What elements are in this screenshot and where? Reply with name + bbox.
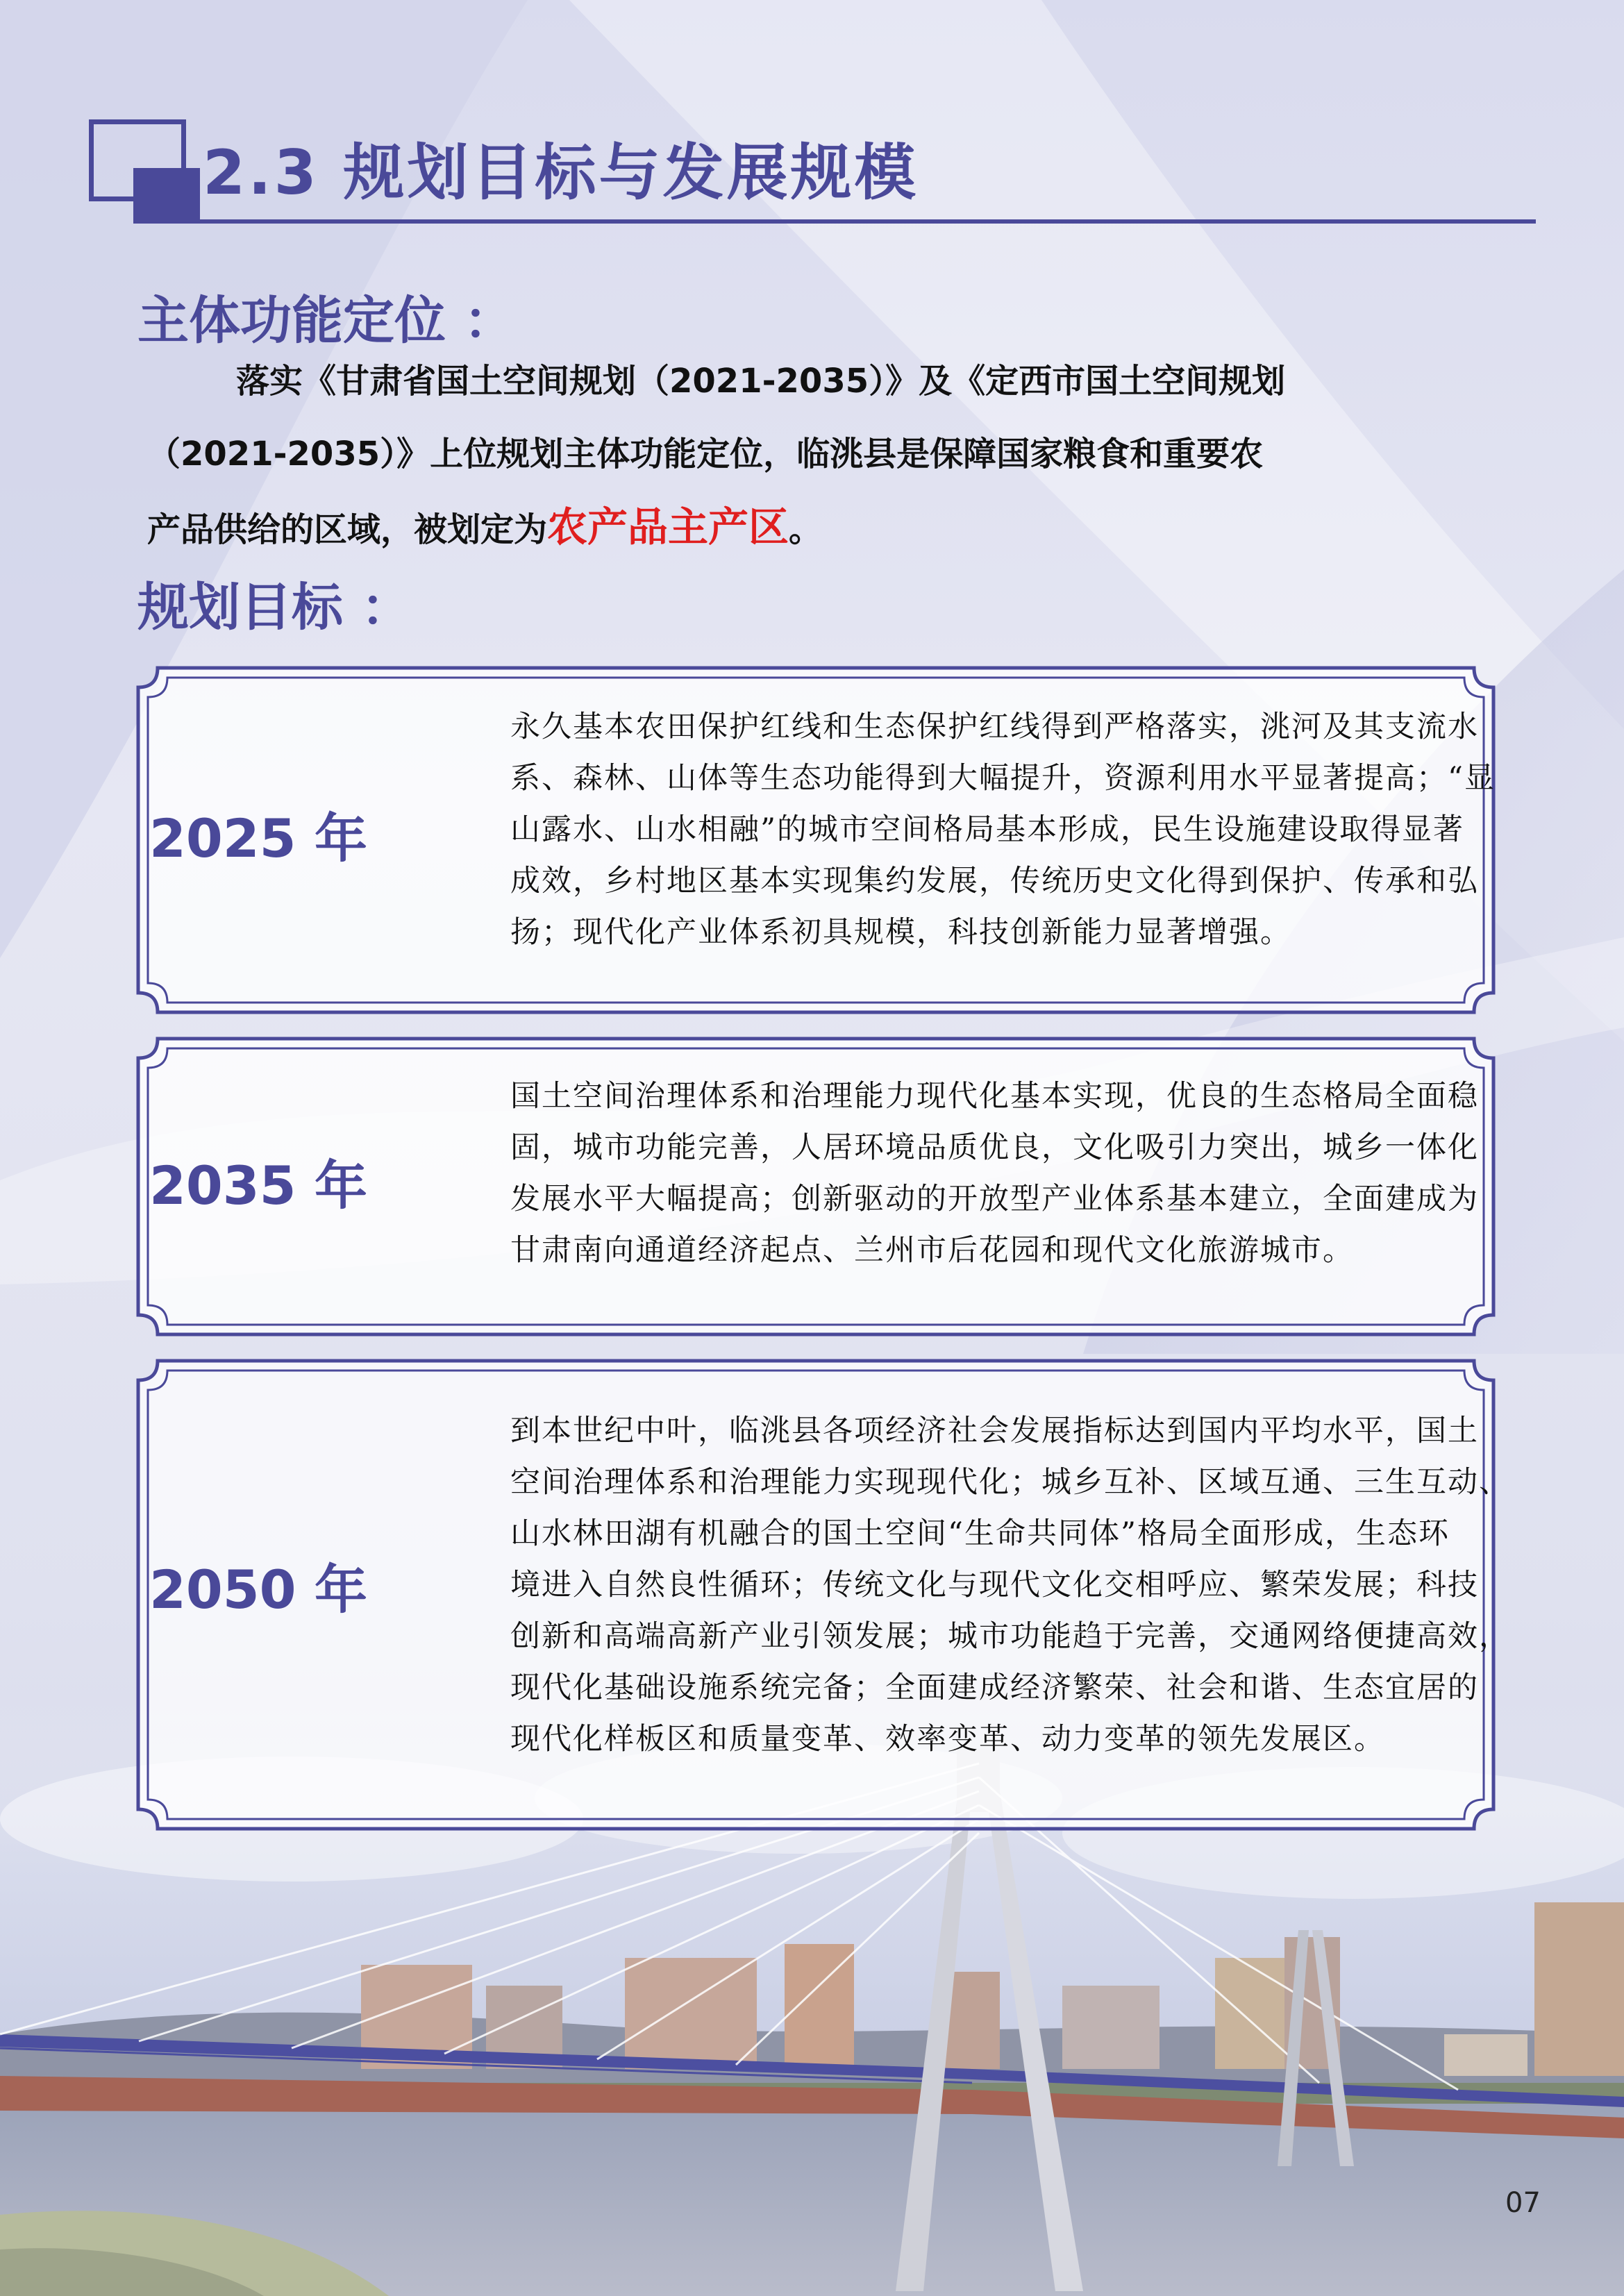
goal-line: 成效，乡村地区基本实现集约发展，传统历史文化得到保护、传承和弘: [510, 864, 1479, 898]
goal-line: 现代化样板区和质量变革、效率变革、动力变革的领先发展区。: [510, 1722, 1385, 1757]
goal-card-2050: [135, 1358, 1510, 1832]
goal-line: 发展水平大幅提高；创新驱动的开放型产业体系基本建立，全面建成为: [510, 1182, 1479, 1216]
highlight-text: 农产品主产区: [547, 503, 789, 551]
goal-card-2035: [135, 1036, 1496, 1337]
goal-year: 2035 年: [149, 1155, 367, 1216]
goal-line: 国土空间治理体系和治理能力现代化基本实现，优良的生态格局全面稳: [510, 1079, 1479, 1114]
goal-line: 现代化基础设施系统完备；全面建成经济繁荣、社会和谐、生态宜居的: [510, 1670, 1479, 1705]
goal-line: 到本世纪中叶，临洮县各项经济社会发展指标达到国内平均水平，国土: [510, 1414, 1479, 1448]
positioning-line-3: [147, 503, 823, 551]
positioning-line-2: （2021-2035）》上位规划主体功能定位，临洮县是保障国家粮食和重要农: [147, 435, 1264, 474]
goal-line: 山露水、山水相融”的城市空间格局基本形成，民生设施建设取得显著: [510, 812, 1464, 847]
goal-description: [510, 701, 1593, 958]
header-underline: [133, 219, 1536, 224]
goal-line: 系、森林、山体等生态功能得到大幅提升，资源利用水平显著提高；“显: [510, 761, 1496, 796]
section-title: 2.3 规划目标与发展规模: [203, 137, 919, 208]
goal-line: 扬；现代化产业体系初具规模，科技创新能力显著增强。: [510, 915, 1291, 950]
goal-line: 固，城市功能完善，人居环境品质优良，文化吸引力突出，城乡一体化: [510, 1130, 1479, 1165]
goal-line: 永久基本农田保护红线和生态保护红线得到严格落实，洮河及其支流水: [510, 710, 1479, 744]
positioning-line-3-prefix: 产品供给的区域，被划定为: [147, 510, 548, 549]
header-square-fill: [133, 168, 200, 224]
goal-line: 境进入自然良性循环；传统文化与现代文化交相呼应、繁荣发展；科技: [510, 1568, 1479, 1602]
goal-card-2025: [135, 665, 1496, 1015]
goals-heading: 规划目标 ：: [137, 578, 412, 637]
goal-year: 2050 年: [149, 1559, 367, 1620]
goal-line: 空间治理体系和治理能力实现现代化；城乡互补、区域互通、三生互动、: [510, 1465, 1510, 1500]
page-number: 07: [1505, 2187, 1541, 2219]
positioning-heading: 主体功能定位 ：: [137, 291, 515, 351]
positioning-line-1: 落实《甘肃省国土空间规划（2021-2035）》及《定西市国土空间规划: [236, 362, 1286, 401]
goal-line: 甘肃南向通道经济起点、兰州市后花园和现代文化旅游城市。: [510, 1233, 1354, 1268]
goal-line: 山水林田湖有机融合的国土空间“生命共同体”格局全面形成，生态环: [510, 1516, 1450, 1551]
positioning-line-3-suffix: 。: [789, 510, 823, 549]
goal-description: [510, 1071, 1593, 1276]
goal-description: [510, 1405, 1593, 1765]
goal-line: 创新和高端高新产业引领发展；城市功能趋于完善，交通网络便捷高效，: [510, 1619, 1510, 1654]
goal-year: 2025 年: [149, 807, 367, 869]
